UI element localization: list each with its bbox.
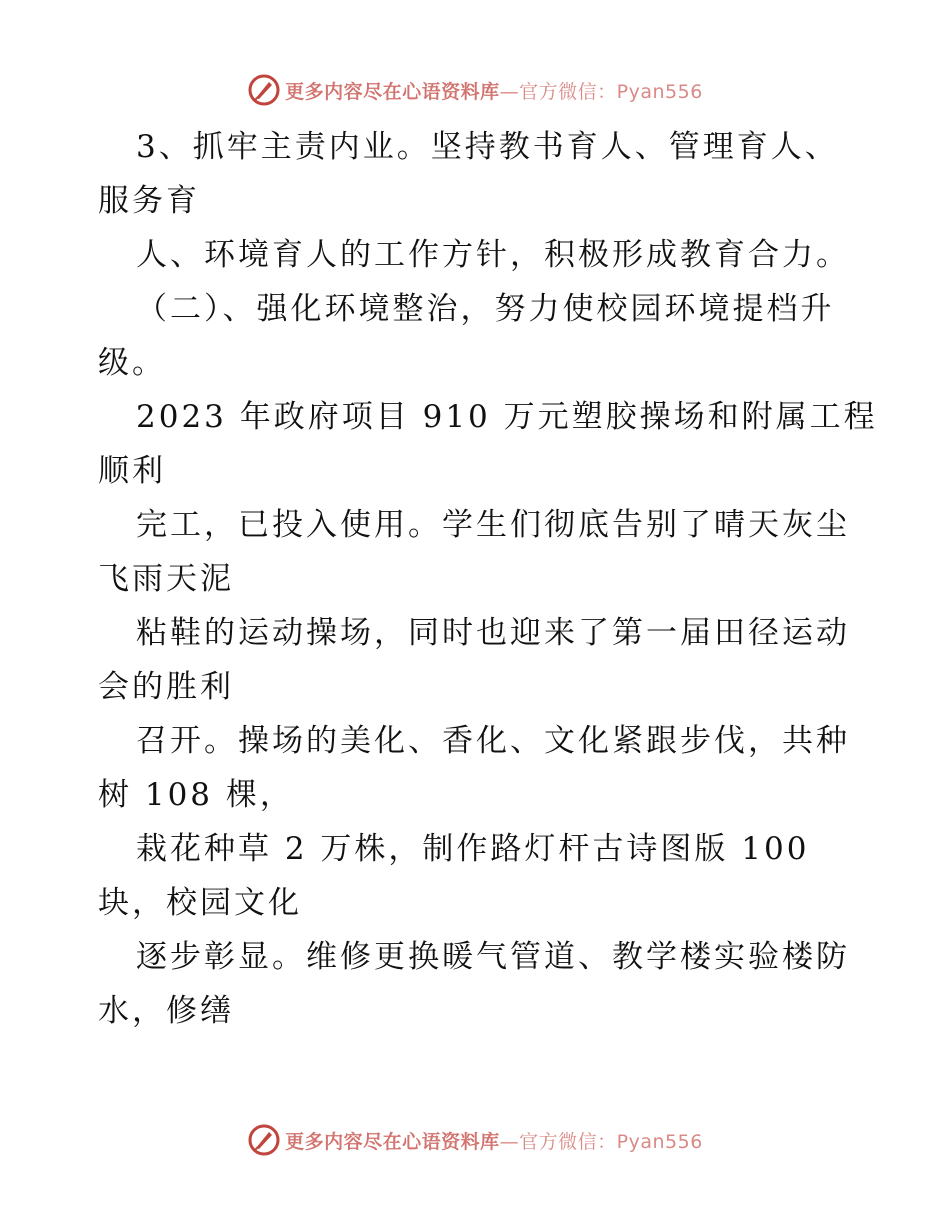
text-line: 栽花种草 2 万株，制作路灯杆古诗图版 100 <box>136 831 810 867</box>
text-line: 块，校园文化 <box>98 885 302 921</box>
document-body <box>98 120 878 1038</box>
text-line: （二）、强化环境整治，努力使校园环境提档升 <box>136 291 835 327</box>
quill-logo-icon <box>247 1123 281 1157</box>
text-line: 会的胜利 <box>98 669 234 705</box>
text-line: 顺利 <box>98 453 166 489</box>
text-line: 3、抓牢主责内业。坚持教书育人、管理育人、 <box>136 129 839 165</box>
quill-logo-icon <box>247 73 281 107</box>
header-banner <box>0 70 950 110</box>
text-line: 逐步彰显。维修更换暖气管道、教学楼实验楼防 <box>136 939 850 975</box>
text-line: 召开。操场的美化、香化、文化紧跟步伐，共种 <box>136 723 850 759</box>
text-line: 级。 <box>98 345 166 381</box>
text-line: 飞雨天泥 <box>98 561 234 597</box>
text-line: 完工，已投入使用。学生们彻底告别了晴天灰尘 <box>136 507 850 543</box>
banner-text <box>285 1127 703 1154</box>
footer-banner <box>0 1120 950 1160</box>
text-line: 2023 年政府项目 910 万元塑胶操场和附属工程 <box>136 399 878 435</box>
text-line: 粘鞋的运动操场，同时也迎来了第一届田径运动 <box>136 615 850 651</box>
text-line: 树 108 棵， <box>98 777 294 813</box>
text-line: 人、环境育人的工作方针，积极形成教育合力。 <box>136 237 850 273</box>
banner-wechat: —官方微信：Pyan556 <box>499 80 703 103</box>
banner-wechat: —官方微信：Pyan556 <box>499 1130 703 1153</box>
text-line: 服务育 <box>98 183 200 219</box>
banner-title: 更多内容尽在心语资料库 <box>285 1130 500 1153</box>
banner-title: 更多内容尽在心语资料库 <box>285 80 500 103</box>
banner-text <box>285 77 703 104</box>
text-line: 水，修缮 <box>98 993 234 1029</box>
